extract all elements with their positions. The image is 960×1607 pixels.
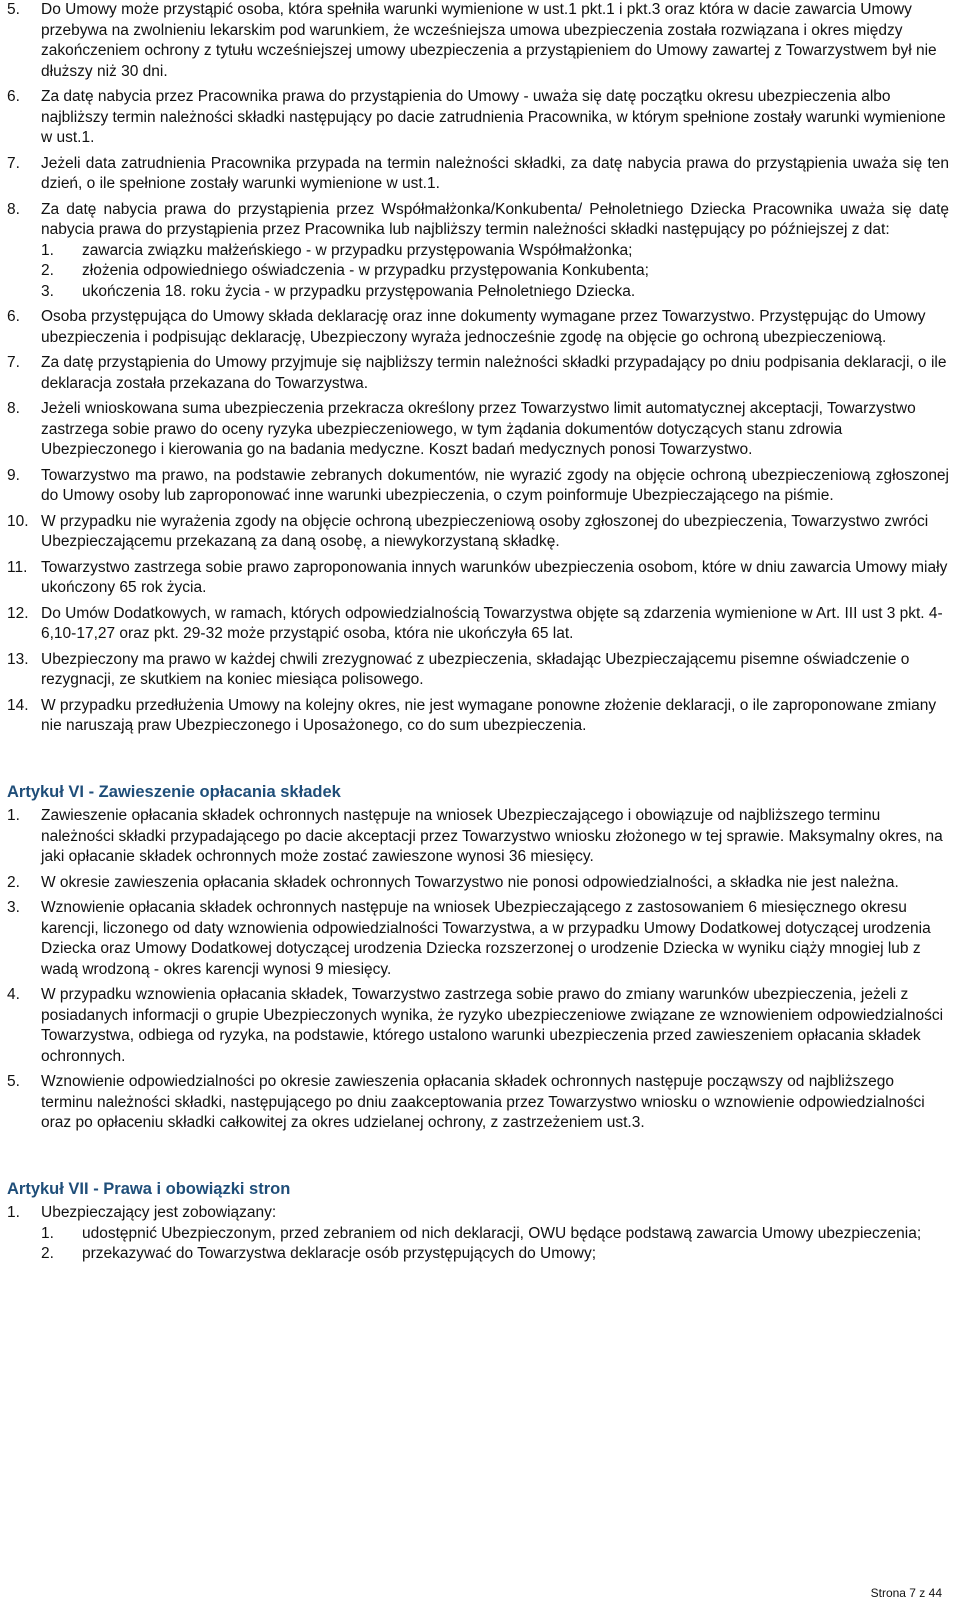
clause-7 [7, 154, 957, 195]
clause-item [7, 985, 957, 1067]
clause-item [7, 307, 957, 348]
clause-text: W przypadku nie wyrażenia zgody na objęcie ochroną ubezpieczeniową osoby zgłoszonej do ubezpieczenia, Towarzystwo zwróci Ubezpieczającemu przekazaną za daną osobę, a niewykorzystaną składkę. [41, 512, 929, 550]
sub-item [41, 282, 957, 303]
sub-item-number: 2. [41, 1245, 54, 1262]
clause-text: W przypadku przedłużenia Umowy na kolejny okres, nie jest wymagane ponowne złożenie deklaracji, o ile zaproponowane zmiany nie naruszają praw Ubezpieczonego i Uposażonego, co do sum ubezpieczenia. [41, 696, 937, 734]
clause-number: 9. [7, 466, 20, 484]
article-7 [7, 1179, 957, 1265]
sub-item-text: udostępnić Ubezpieczonym, przed zebraniem od nich deklaracji, OWU będące podstawą zawarcia Umowy ubezpieczenia; [82, 1224, 922, 1242]
clause-number: 4. [7, 986, 20, 1003]
clause-item [7, 898, 957, 980]
clause-5 [7, 0, 957, 82]
clause-text: Do Umowy może przystąpić osoba, która spełniła warunki wymienione w ust.1 pkt.1 i pkt.3 oraz która w dacie zawarcia Umowy przebywa na zwolnieniu lekarskim pod warunkiem, że wcześniejsza umowa ubezpieczenia została rozwiązana i okres między zakończeniem ochrony z tytułu wcześniejszej umowy ubezpieczenia a przystąpieniem do Umowy zawartej z Towarzystwem był nie dłuższy niż 30 dni. [41, 1, 937, 80]
clause-text: Ubezpieczający jest zobowiązany: [41, 1204, 277, 1221]
clause-item [7, 604, 957, 645]
clause-number: 10. [7, 512, 29, 530]
clause-text: Towarzystwo ma prawo, na podstawie zebranych dokumentów, nie wyrazić zgody na objęcie ochroną ubezpieczeniową zgłoszonej do Umowy osoby lub zaproponować inne warunki ubezpieczenia, o czym poinformuje Ubezpieczającego na piśmie. [41, 466, 949, 504]
sub-item [41, 1244, 957, 1265]
sub-item-text: zawarcia związku małżeńskiego - w przypadku przystępowania Współmałżonka; [82, 241, 633, 259]
clause-number: 3. [7, 899, 20, 916]
sub-item-number: 1. [41, 241, 54, 259]
clause-text: Jeżeli data zatrudnienia Pracownika przypada na termin należności składki, za datę nabycia prawa do przystąpienia uważa się ten dzień, o ile spełnione zostały warunki wymienione w ust.1. [41, 154, 949, 192]
clause-text: Za datę nabycia przez Pracownika prawa do przystąpienia do Umowy - uważa się datę początku okresu ubezpieczenia albo najbliższy termin należności składki następujący po dacie zatrudnienia Pracownika, w którym spełnione zostały warunki wymienione w ust.1. [41, 88, 946, 146]
clause-item [7, 353, 957, 394]
clause-number: 13. [7, 650, 29, 668]
clause-text: Jeżeli wnioskowana suma ubezpieczenia przekracza określony przez Towarzystwo limit automatycznej akceptacji, Towarzystwo zastrzega sobie prawo do oceny ryzyka ubezpieczeniowego, w tym żądania dokumentów dotyczących stanu zdrowia Ubezpieczonego i kierowania go na badania medyczne. Koszt badań medycznych ponosi Towarzystwo. [41, 400, 916, 458]
clause-item [7, 512, 957, 553]
clause-number: 1. [7, 807, 20, 824]
clause-number: 7. [7, 154, 20, 172]
clause-item [7, 558, 957, 599]
clause-text: Wznowienie odpowiedzialności po okresie zawieszenia opłacania składek ochronnych następuje począwszy od najbliższego terminu należności składki, następującego po dniu zaakceptowania przez Towarzystwo wniosku o wznowienie odpowiedzialności oraz po opłaceniu składki całkowitej za okres udzielanej ochrony, z zastrzeżeniem ust.3. [41, 1073, 925, 1131]
sub-item [41, 241, 957, 262]
article-6-title: Artykuł VI - Zawieszenie opłacania składek [7, 782, 341, 801]
clauses-block-2 [7, 307, 957, 737]
sub-item-text: przekazywać do Towarzystwa deklaracje osób przystępujących do Umowy; [82, 1245, 597, 1262]
sub-item-number: 2. [41, 262, 54, 279]
clause-number: 1. [7, 1204, 20, 1221]
clause-number: 2. [7, 873, 20, 891]
clause-number: 8. [7, 400, 20, 417]
article-6 [7, 782, 957, 1134]
article-7-title: Artykuł VII - Prawa i obowiązki stron [7, 1179, 291, 1198]
clause-text: Ubezpieczony ma prawo w każdej chwili zrezygnować z ubezpieczenia, składając Ubezpieczającemu pisemne oświadczenie o rezygnacji, ze skutkiem na koniec miesiąca polisowego. [41, 650, 910, 688]
article-7-sublist [7, 1224, 957, 1265]
clause-item [7, 466, 957, 507]
clause-item [7, 806, 957, 868]
sub-item-text: ukończenia 18. roku życia - w przypadku przystępowania Pełnoletniego Dziecka. [82, 282, 636, 300]
clause-item [7, 1072, 957, 1134]
clause-6 [7, 87, 957, 149]
clause-text: Zawieszenie opłacania składek ochronnych następuje na wniosek Ubezpieczającego i obowiązuje od najbliższego terminu należności składki przypadającego po dacie akceptacji przez Towarzystwo wniosku złożonego w tej sprawie. Maksymalny okres, na jaki opłacanie składek ochronnych może zostać zawieszone wynosi 36 miesięcy. [41, 807, 943, 865]
clause-item [7, 696, 957, 737]
clause-number: 14. [7, 696, 29, 714]
spacer [7, 742, 957, 782]
clause-number: 7. [7, 354, 20, 371]
clause-number: 5. [7, 1, 20, 18]
clause-text: Wznowienie opłacania składek ochronnych następuje na wniosek Ubezpieczającego z zastosowaniem 6 miesięcznego okresu karencji, liczonego od daty wznowienia odpowiedzialności Towarzystwa, a w przypadku Umowy Dodatkowej dotyczącej urodzenia Dziecka oraz Umowy Dodatkowej dotyczącej urodzenia Dziecka rozszerzonej o urodzenie Dziecka w wyniku ciąży mnogiej lub z wadą wrodzoną - okres karencji wynosi 9 miesięcy. [41, 899, 931, 978]
clause-text: Towarzystwo zastrzega sobie prawo zaproponowania innych warunków ubezpieczenia osobom, które w dniu zawarcia Umowy miały ukończony 65 rok życia. [41, 558, 948, 596]
clause-number: 8. [7, 200, 20, 218]
page-number: Strona 7 z 44 [870, 1586, 942, 1600]
clause-number: 12. [7, 604, 29, 622]
clause-item [7, 650, 957, 691]
clause-text: Do Umów Dodatkowych, w ramach, których odpowiedzialnością Towarzystwa objęte są zdarzenia wymienione w Art. III ust 3 pkt. 4-6,10-17,27 oraz pkt. 29-32 może przystąpić osoba, która nie ukończyła 65 lat. [41, 604, 943, 642]
clause-number: 6. [7, 308, 20, 325]
spacer [7, 1139, 957, 1179]
clause-text: Za datę nabycia prawa do przystąpienia przez Współmałżonka/Konkubenta/ Pełnoletniego Dziecka Pracownika uważa się datę nabycia prawa do przystąpienia przez Pracownika lub najbliższy termin należności składki następujący po późniejszej z dat: [41, 200, 949, 238]
clause-8-sublist [7, 241, 957, 303]
clause-number: 11. [7, 558, 28, 576]
document-body [7, 0, 957, 1265]
clause-item [7, 873, 957, 894]
clause-number: 6. [7, 88, 20, 105]
sub-item [41, 1224, 957, 1245]
clause-8 [7, 200, 957, 241]
sub-item-number: 3. [41, 282, 54, 300]
sub-item-number: 1. [41, 1224, 54, 1242]
clause-text: W okresie zawieszenia opłacania składek ochronnych Towarzystwo nie ponosi odpowiedzialności, a składka nie jest należna. [41, 873, 899, 891]
sub-item-text: złożenia odpowiedniego oświadczenia - w przypadku przystępowania Konkubenta; [82, 262, 649, 279]
sub-item [41, 261, 957, 282]
clauses-block-1 [7, 0, 957, 302]
clause-number: 5. [7, 1073, 20, 1090]
clause-item [7, 1203, 957, 1224]
clause-text: Osoba przystępująca do Umowy składa deklarację oraz inne dokumenty wymagane przez Towarzystwo. Przystępując do Umowy ubezpieczenia i podpisując deklarację, Ubezpieczony wyraża jednocześnie zgodę na objęcie go ochroną ubezpieczeniową. [41, 308, 926, 346]
clause-item [7, 399, 957, 461]
clause-text: W przypadku wznowienia opłacania składek, Towarzystwo zastrzega sobie prawo do zmiany warunków ubezpieczenia, jeżeli z posiadanych informacji o grupie Ubezpieczonych wynika, że ryzyko ubezpieczeniowe związane ze wznowieniem odpowiedzialności Towarzystwa, odbiega od ryzyka, na podstawie, którego ustalono warunki ubezpieczenia przed zawieszeniem opłacania składek ochronnych. [41, 986, 944, 1065]
clause-text: Za datę przystąpienia do Umowy przyjmuje się najbliższy termin należności składki przypadający po dniu podpisania deklaracji, o ile deklaracja została przekazana do Towarzystwa. [41, 354, 947, 392]
